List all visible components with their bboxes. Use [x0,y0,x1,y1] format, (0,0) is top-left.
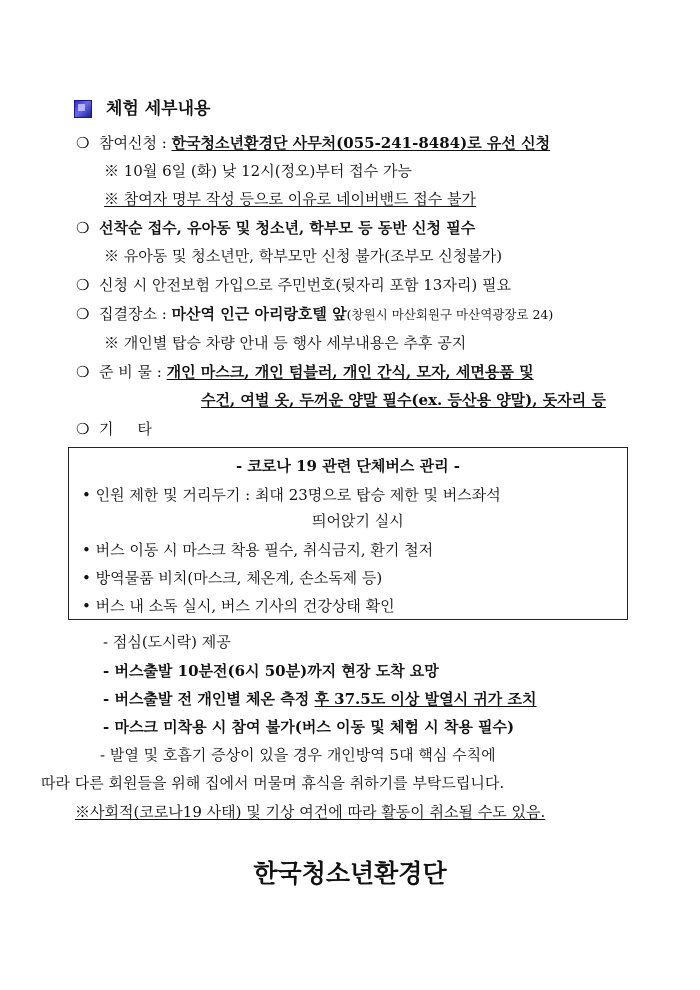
meeting-line [76,304,553,325]
dot-bullet-icon: • [82,486,91,504]
corona-box-title: - 코로나 19 관련 단체버스 관리 - [235,457,461,475]
fever-note-1: - 발열 및 호흡기 증상이 있을 경우 개인방역 5대 핵심 수칙에 [100,746,496,764]
prepare-line-1: 개인 마스크, 개인 텀블러, 개인 간식, 모자, 세면용품 및 [166,363,534,381]
organization-name: 한국청소년환경단 [253,859,447,888]
lunch-note: - 점심(도시락) 제공 [103,633,231,651]
cancel-note: ※사회적(코로나19 사태) 및 기상 여건에 따라 활동이 취소될 수도 있음. [75,803,546,821]
apply-note-1: ※ 10월 6일 (화) 낮 12시(정오)부터 접수 가능 [104,162,412,180]
arrive-note: - 버스출발 10분전(6시 50분)까지 현장 도착 요망 [103,662,439,680]
meeting-label: 집결장소 : [99,305,172,323]
circle-bullet-icon: ❍ [76,134,90,152]
box-item-text: 방역물품 비치(마스크, 체온계, 손소독제 등) [95,569,383,587]
first-come-text: 선착순 접수, 유아동 및 청소년, 학부모 등 동반 신청 필수 [99,219,476,237]
dot-bullet-icon: • [82,541,91,559]
temp-note-prefix: - 버스출발 전 개인별 체온 측정 [103,690,315,708]
insurance-line [76,275,511,295]
meeting-note: ※ 개인별 탑승 차량 안내 등 행사 세부내용은 추후 공지 [104,334,467,352]
temp-note [103,689,537,709]
box-item-text: 버스 이동 시 마스크 착용 필수, 취식금지, 환기 철저 [95,541,434,559]
meeting-address: (창원시 마산회원구 마산역광장로 24) [346,307,554,322]
apply-note-2: ※ 참여자 명부 작성 등으로 이유로 네이버밴드 접수 불가 [104,190,476,208]
dot-bullet-icon: • [82,569,91,587]
fever-note-2: 따라 다른 회원들을 위해 집에서 머물며 휴식을 취하기를 부탁드립니다. [41,774,505,792]
temp-note-underlined: 후 37.5도 이상 발열시 귀가 조치 [314,690,537,708]
first-come-note: ※ 유아동 및 청소년만, 학부모만 신청 불가(조부모 신청불가) [104,247,503,265]
mask-note: - 마스크 미착용 시 참여 불가(버스 이동 및 체험 시 착용 필수) [103,718,515,736]
apply-text: 한국청소년환경단 사무처(055-241-8484)로 유선 신청 [171,134,551,152]
circle-bullet-icon: ❍ [76,363,90,381]
section-title: 체험 세부내용 [106,99,211,119]
circle-bullet-icon: ❍ [76,305,90,323]
prepare-label: 준 비 물 : [99,363,167,381]
apply-line [76,133,550,153]
square-bullet-icon [74,100,92,118]
prepare-line-2: 수건, 여벌 옷, 두꺼운 양말 필수(ex. 등산용 양말), 돗자리 등 [201,391,606,409]
box-item [82,485,501,505]
circle-bullet-icon: ❍ [76,276,90,294]
etc-label: 기 타 [99,420,152,438]
box-item [82,540,433,560]
box-item-text: 인원 제한 및 거리두기 : 최대 23명으로 탑승 제한 및 버스좌석 [95,486,501,504]
apply-label: 참여신청 : [99,134,172,152]
prepare-line [76,362,534,382]
first-come-line [76,218,475,238]
box-item [82,568,382,588]
circle-bullet-icon: ❍ [76,219,90,237]
meeting-place: 마산역 인근 아리랑호텔 앞 [171,305,347,323]
box-item-cont: 띄어앉기 실시 [312,512,404,530]
dot-bullet-icon: • [82,597,91,615]
etc-line [76,419,152,439]
box-item [82,596,395,616]
insurance-text: 신청 시 안전보험 가입으로 주민번호(뒷자리 포함 13자리) 필요 [99,276,511,294]
circle-bullet-icon: ❍ [76,420,90,438]
box-item-text: 버스 내 소독 실시, 버스 기사의 건강상태 확인 [95,597,395,615]
